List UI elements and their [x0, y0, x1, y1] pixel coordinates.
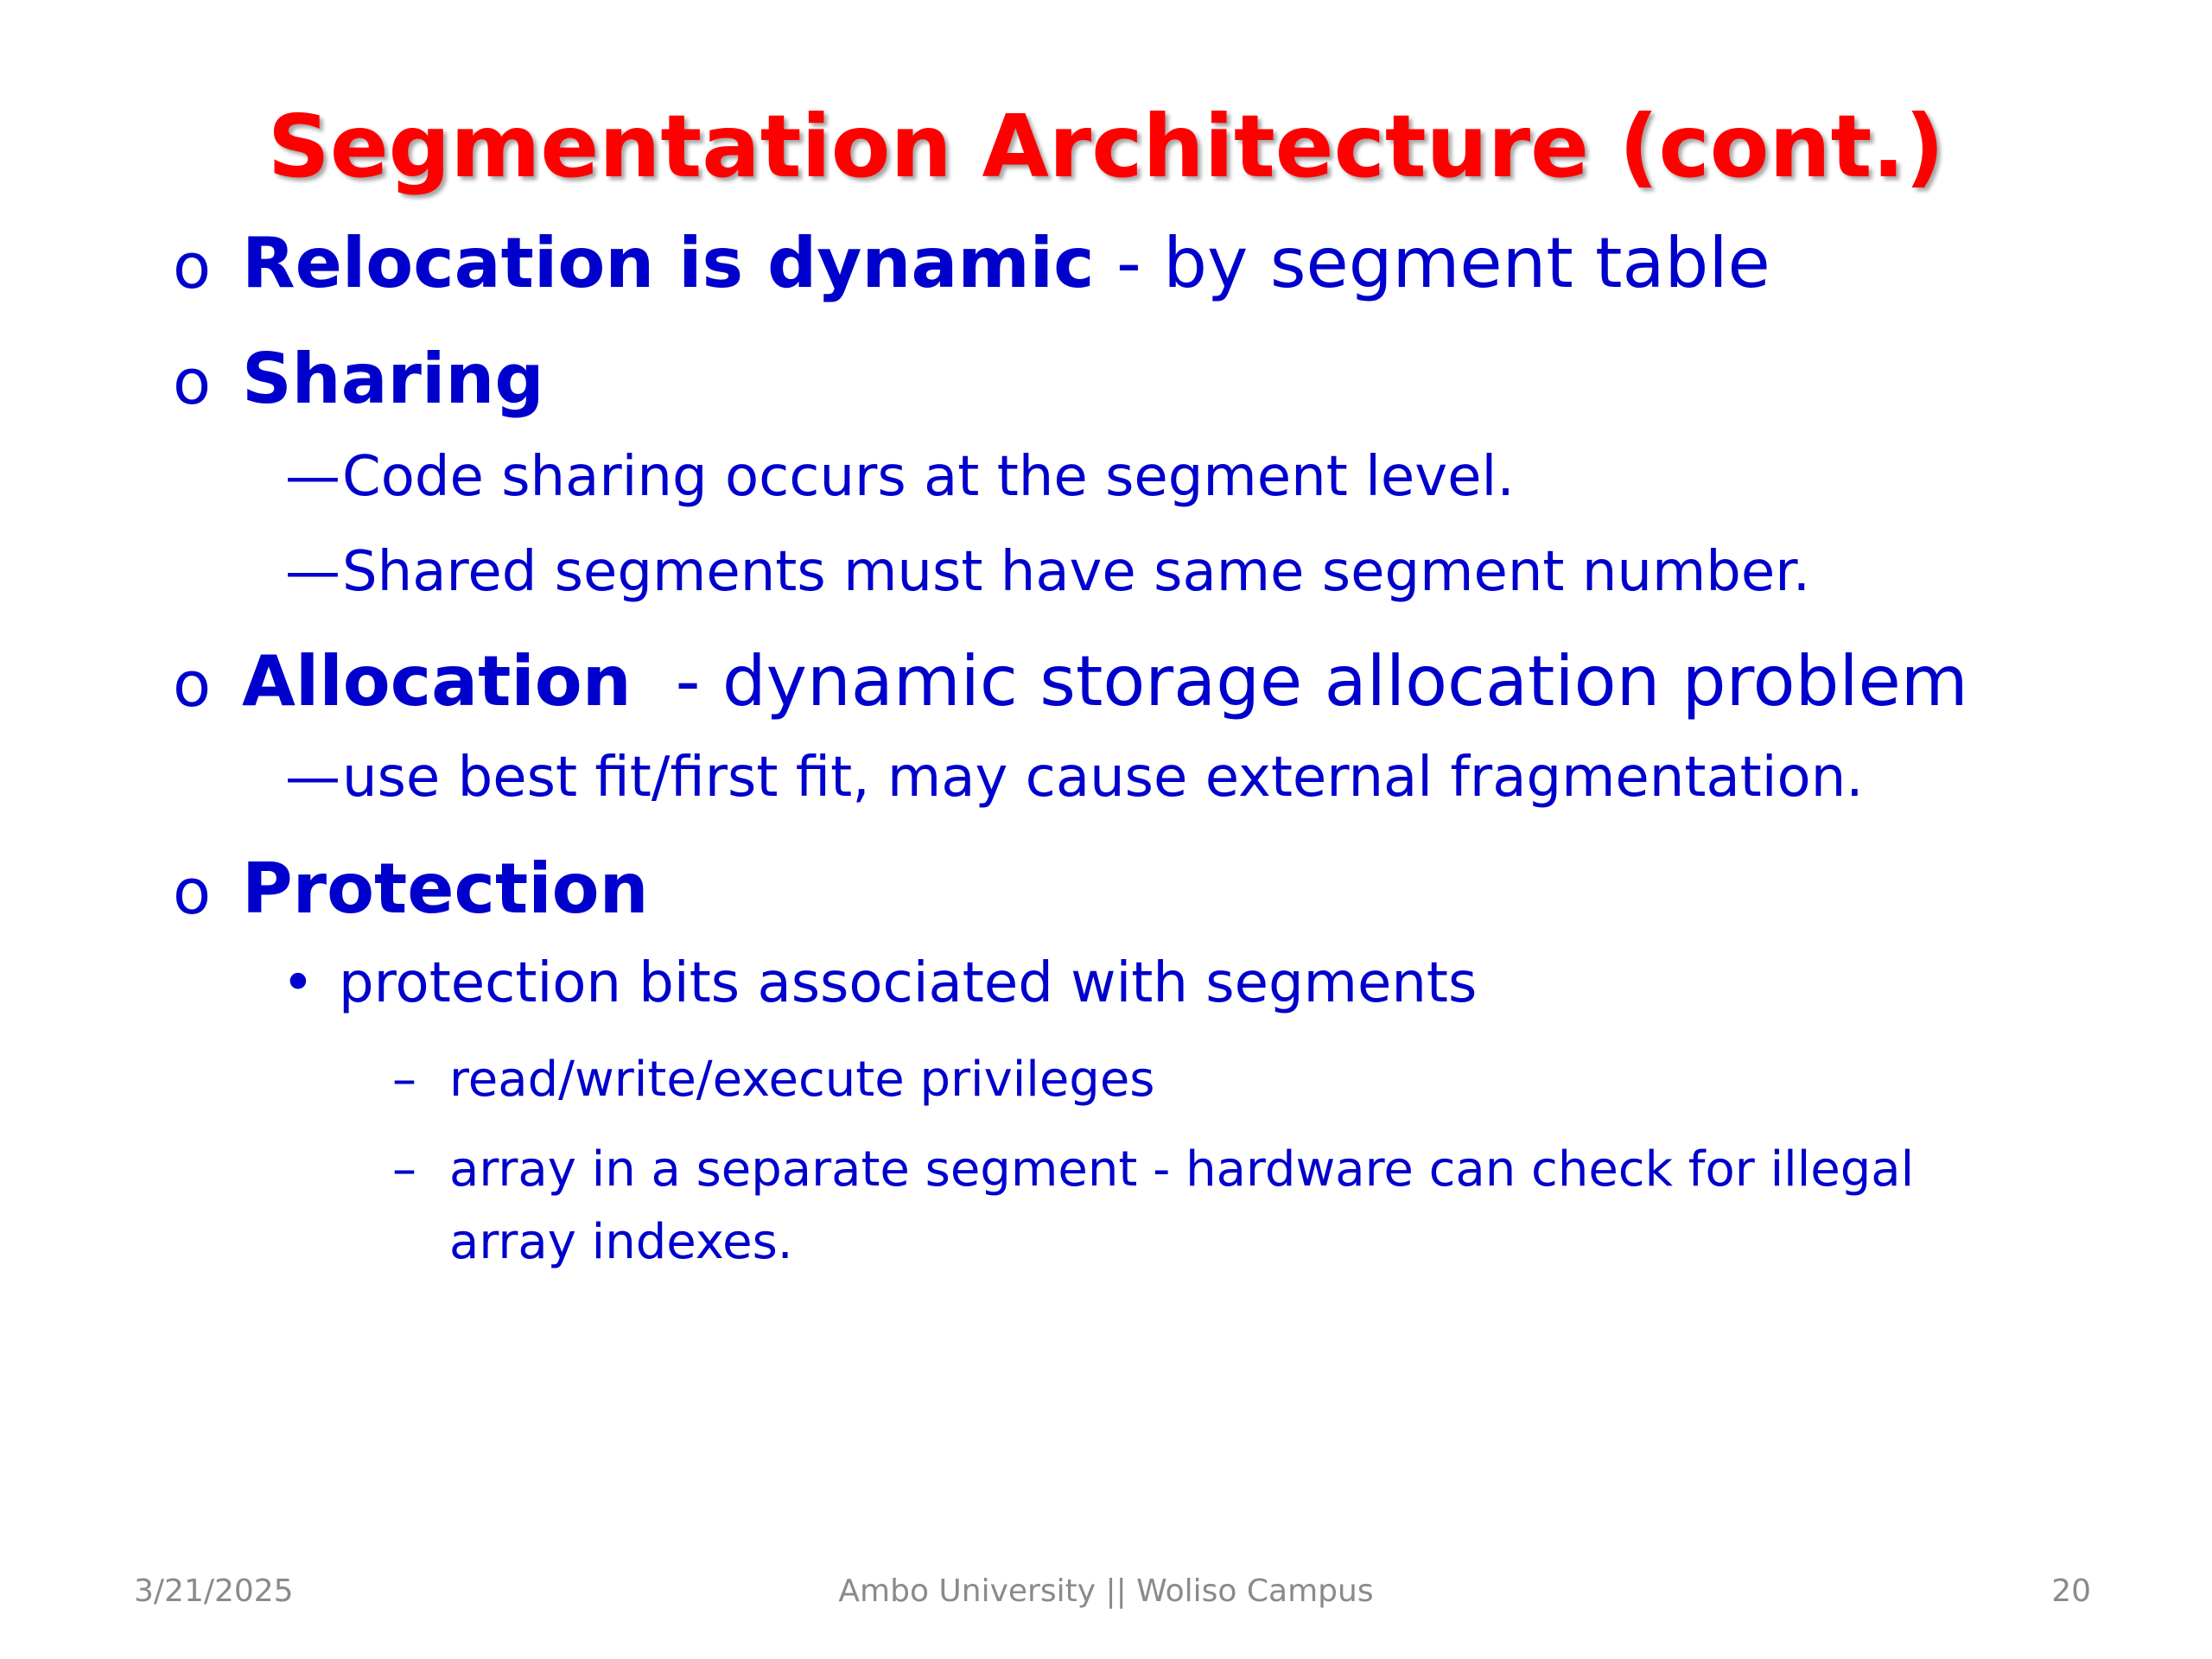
dash-bullet-icon: – — [392, 1052, 416, 1108]
bullet-allocation — [242, 639, 1968, 725]
dot-bullet-icon: • — [282, 951, 315, 1015]
bullet-relocation-heading: Relocation is dynamic — [242, 223, 1095, 303]
footer-date: 3/21/2025 — [134, 1573, 294, 1609]
slide-title: Segmentation Architecture (cont.) — [267, 96, 1945, 197]
dash-bullet-icon: – — [392, 1141, 416, 1198]
footer-page-number: 20 — [2051, 1573, 2091, 1609]
bullet-protection — [242, 846, 649, 932]
bullet-sharing-heading: Sharing — [242, 339, 544, 419]
circle-bullet-icon: o — [173, 346, 212, 418]
bullet-relocation — [242, 220, 1770, 307]
dash-bullet-icon: — — [285, 540, 340, 604]
circle-bullet-icon: o — [173, 855, 212, 928]
bullet-allocation-heading: Allocation — [242, 641, 632, 721]
footer-center: Ambo University || Woliso Campus — [838, 1573, 1374, 1609]
bullet-relocation-detail: - by segment table — [1094, 223, 1770, 303]
dash-bullet-icon: — — [285, 746, 340, 810]
sub-bullet-code-sharing: Code sharing occurs at the segment level. — [342, 445, 1515, 509]
circle-bullet-icon: o — [173, 230, 212, 302]
dash-bullet-icon: — — [285, 445, 340, 509]
bullet-allocation-detail: - dynamic storage allocation problem — [631, 641, 1968, 721]
sub-bullet-shared-segments: Shared segments must have same segment number. — [342, 540, 1811, 604]
sub-bullet-protection-bits: protection bits associated with segments — [339, 951, 1478, 1015]
sub-bullet-best-fit: use best fit/first fit, may cause external fragmentation. — [342, 746, 1864, 810]
sub-sub-bullet-array-segment-continuation: array indexes. — [449, 1214, 793, 1270]
bullet-protection-heading: Protection — [242, 849, 649, 929]
sub-sub-bullet-array-segment: array in a separate segment - hardware can check for illegal — [449, 1141, 1915, 1198]
circle-bullet-icon: o — [173, 648, 212, 721]
sub-sub-bullet-privileges: read/write/execute privileges — [449, 1052, 1155, 1108]
bullet-sharing — [242, 336, 544, 423]
